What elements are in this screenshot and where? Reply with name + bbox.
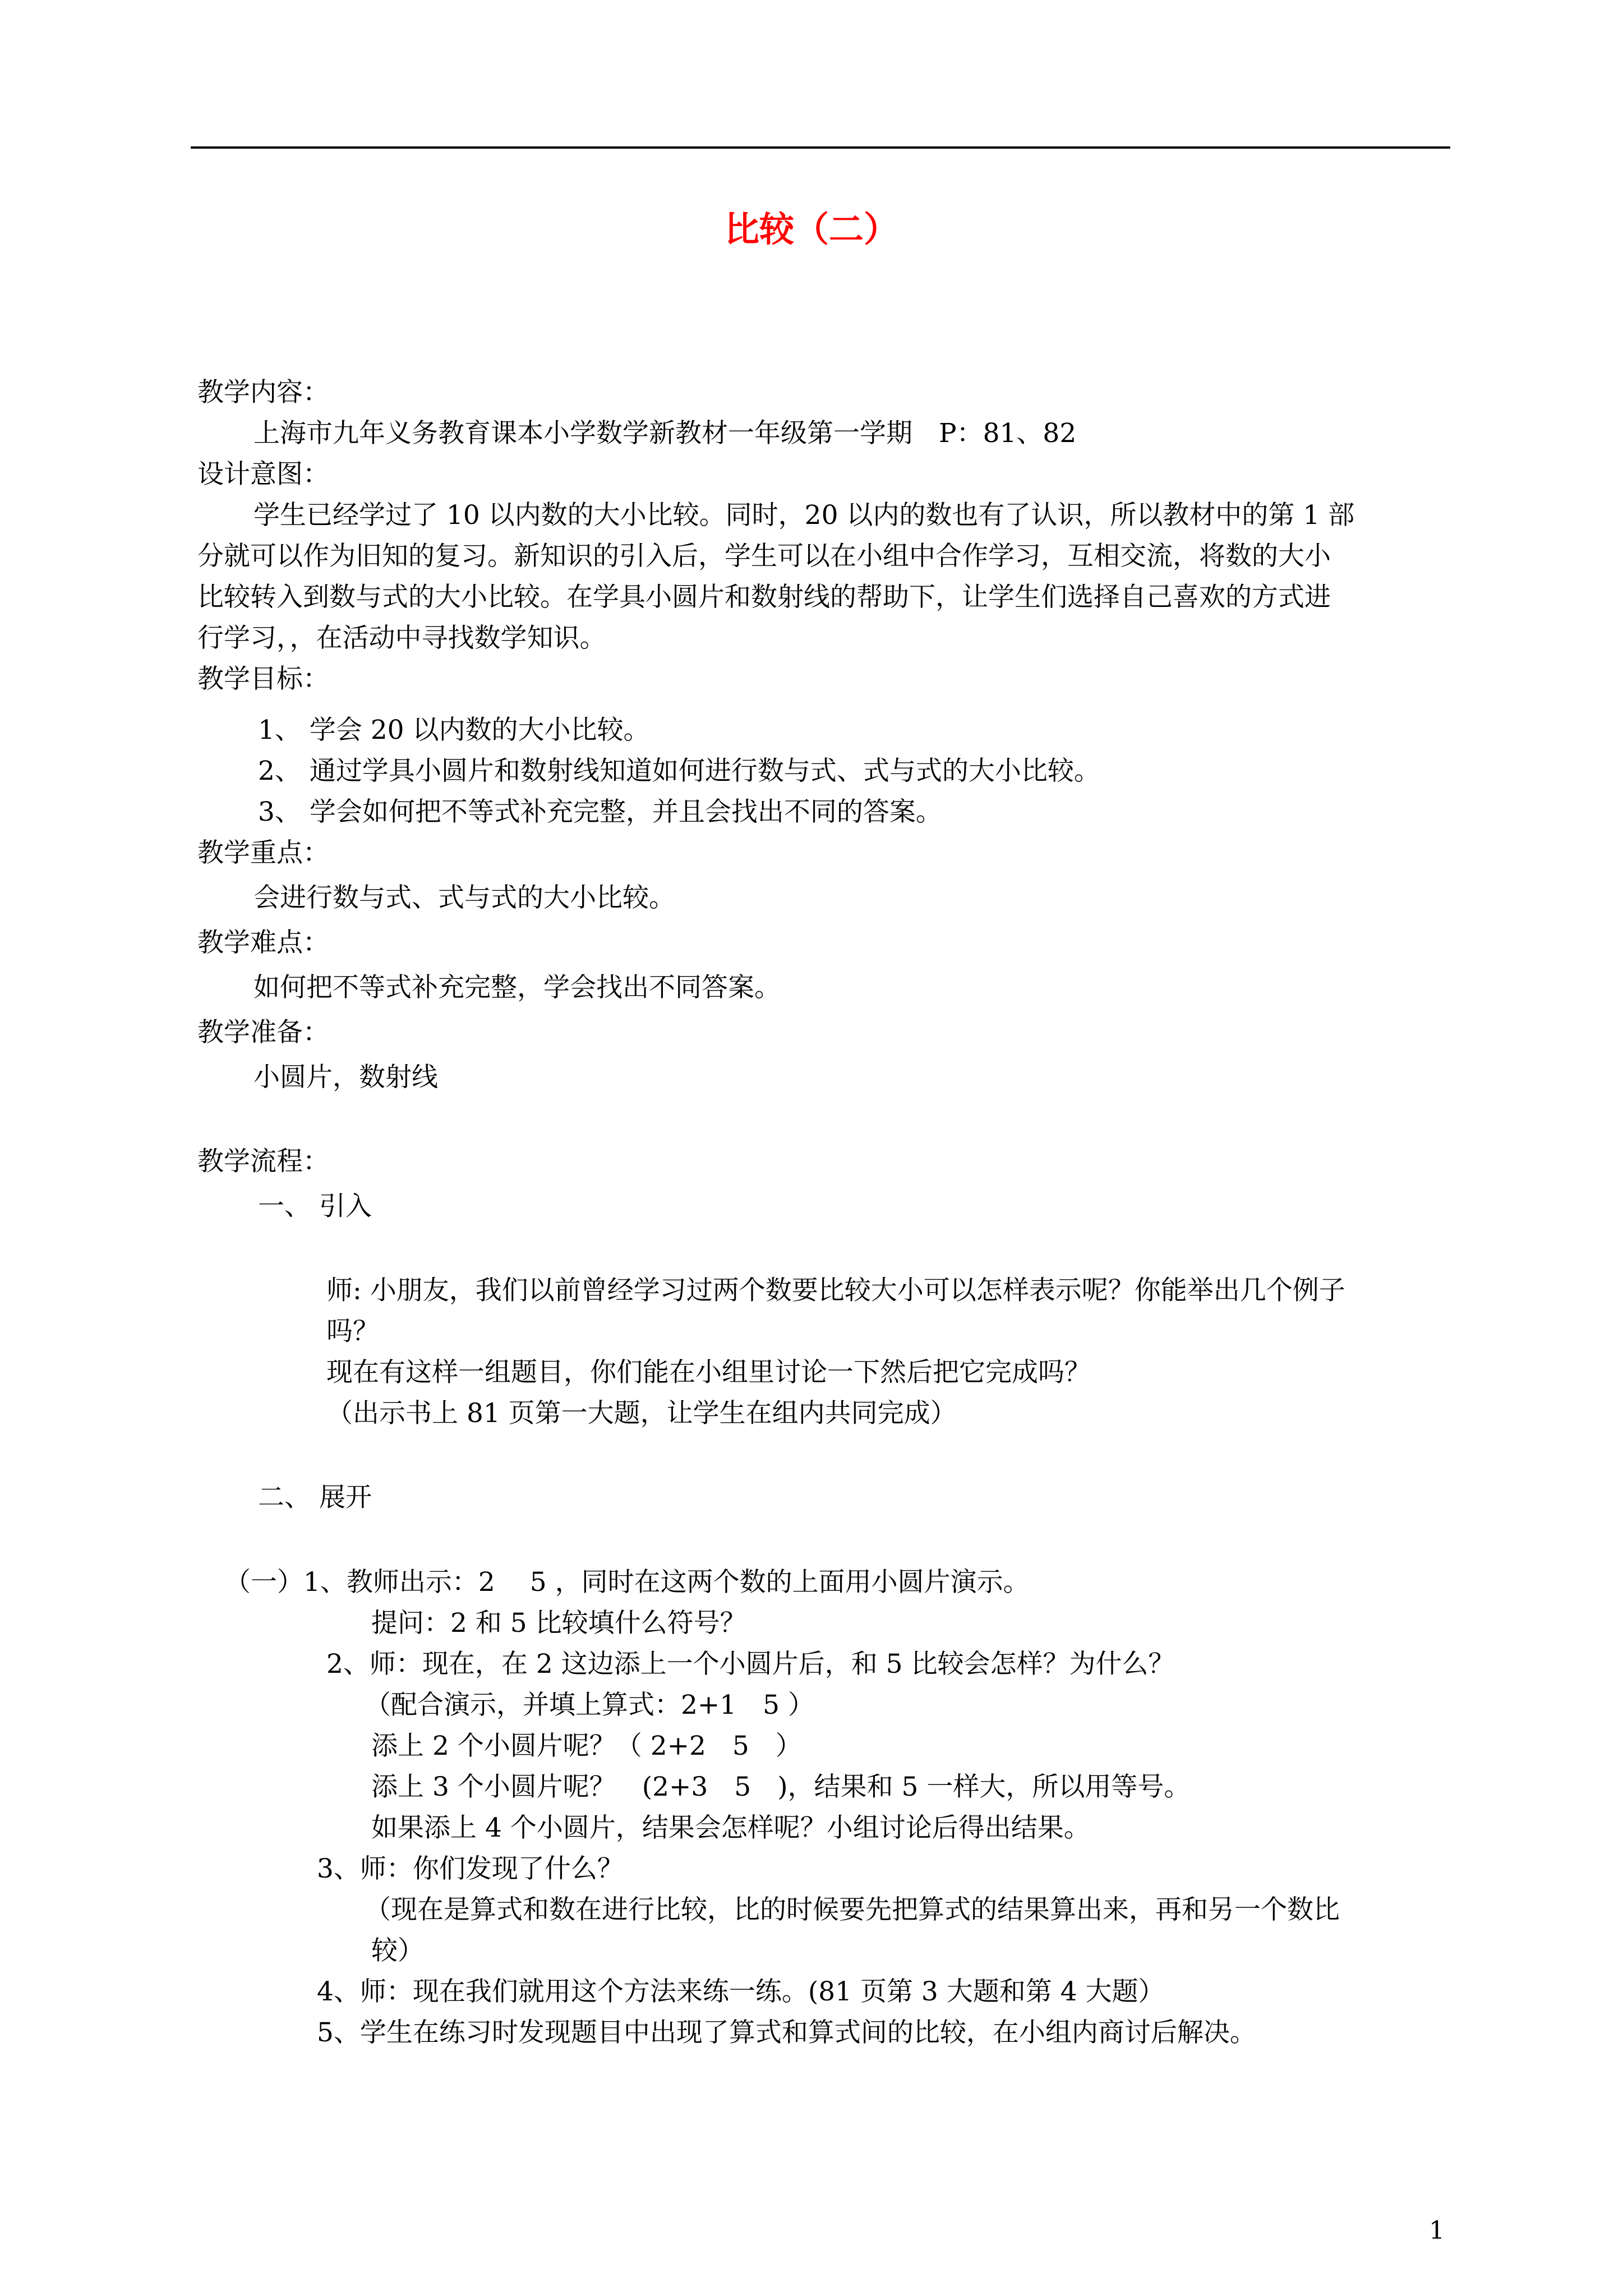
heading-preparation: 教学准备： bbox=[197, 1017, 329, 1048]
text-line: 吗？ bbox=[326, 1316, 379, 1347]
text-line: 较） bbox=[371, 1935, 424, 1966]
text-line: 比较转入到数与式的大小比较。在学具小圆片和数射线的帮助下，让学生们选择自己喜欢的方式进 bbox=[197, 582, 1331, 613]
text-line: （一）1、教师出示：2 5 ，同时在这两个数的上面用小圆片演示。 bbox=[224, 1567, 1030, 1598]
section-heading: 一、 引入 bbox=[258, 1191, 372, 1222]
section-heading: 二、 展开 bbox=[258, 1482, 372, 1513]
text-line: （出示书上 81 页第一大题，让学生在组内共同完成） bbox=[326, 1398, 957, 1429]
text-line: 提问：2 和 5 比较填什么符号？ bbox=[371, 1608, 746, 1639]
heading-key-points: 教学重点： bbox=[197, 838, 329, 868]
heading-objectives: 教学目标： bbox=[197, 664, 329, 694]
text-line: 现在有这样一组题目，你们能在小组里讨论一下然后把它完成吗？ bbox=[326, 1357, 1091, 1388]
text-line: 3、师：你们发现了什么？ bbox=[317, 1853, 624, 1884]
heading-intent: 设计意图： bbox=[197, 459, 329, 490]
list-item: 3、 学会如何把不等式补充完整，并且会找出不同的答案。 bbox=[258, 797, 942, 827]
text-line: 小圆片，数射线 bbox=[253, 1062, 438, 1093]
text-line: 会进行数与式、式与式的大小比较。 bbox=[253, 882, 675, 913]
text-line: 添上 3 个小圆片呢？ (2+3 5 )，结果和 5 一样大，所以用等号。 bbox=[371, 1772, 1191, 1802]
header-rule bbox=[191, 146, 1450, 149]
text-line: 分就可以作为旧知的复习。新知识的引入后，学生可以在小组中合作学习，互相交流，将数的大小 bbox=[197, 541, 1331, 572]
text-line: 2、师：现在，在 2 这边添上一个小圆片后，和 5 比较会怎样？为什么？ bbox=[326, 1649, 1175, 1680]
text-line: 师: 小朋友，我们以前曾经学习过两个数要比较大小可以怎样表示呢？你能举出几个例子 bbox=[326, 1275, 1345, 1306]
heading-process: 教学流程： bbox=[197, 1146, 329, 1177]
text-line: 4、师：现在我们就用这个方法来练一练。(81 页第 3 大题和第 4 大题） bbox=[317, 1976, 1165, 2007]
text-line: 学生已经学过了 10 以内数的大小比较。同时，20 以内的数也有了认识，所以教材中的第 1 部 bbox=[253, 500, 1355, 531]
text-line: （现在是算式和数在进行比较，比的时候要先把算式的结果算出来，再和另一个数比 bbox=[365, 1894, 1340, 1925]
heading-content: 教学内容： bbox=[197, 377, 329, 408]
text-line: （配合演示，并填上算式：2+1 5 ） bbox=[365, 1690, 815, 1720]
text-line: 上海市九年义务教育课本小学数学新教材一年级第一学期 P：81、82 bbox=[253, 418, 1077, 449]
text-line: 行学习，，在活动中寻找数学知识。 bbox=[197, 623, 606, 654]
text-line: 添上 2 个小圆片呢？（ 2+2 5 ） bbox=[371, 1731, 802, 1761]
document-title: 比较（二） bbox=[724, 209, 898, 250]
text-line: 如果添上 4 个小圆片，结果会怎样呢？小组讨论后得出结果。 bbox=[371, 1812, 1090, 1843]
list-item: 1、 学会 20 以内数的大小比较。 bbox=[258, 715, 650, 746]
heading-difficulties: 教学难点： bbox=[197, 927, 329, 958]
page-number: 1 bbox=[1429, 2216, 1445, 2245]
list-item: 2、 通过学具小圆片和数射线知道如何进行数与式、式与式的大小比较。 bbox=[258, 756, 1100, 786]
text-line: 5、学生在练习时发现题目中出现了算式和算式间的比较，在小组内商讨后解决。 bbox=[317, 2017, 1256, 2048]
text-line: 如何把不等式补充完整，学会找出不同答案。 bbox=[253, 972, 781, 1003]
